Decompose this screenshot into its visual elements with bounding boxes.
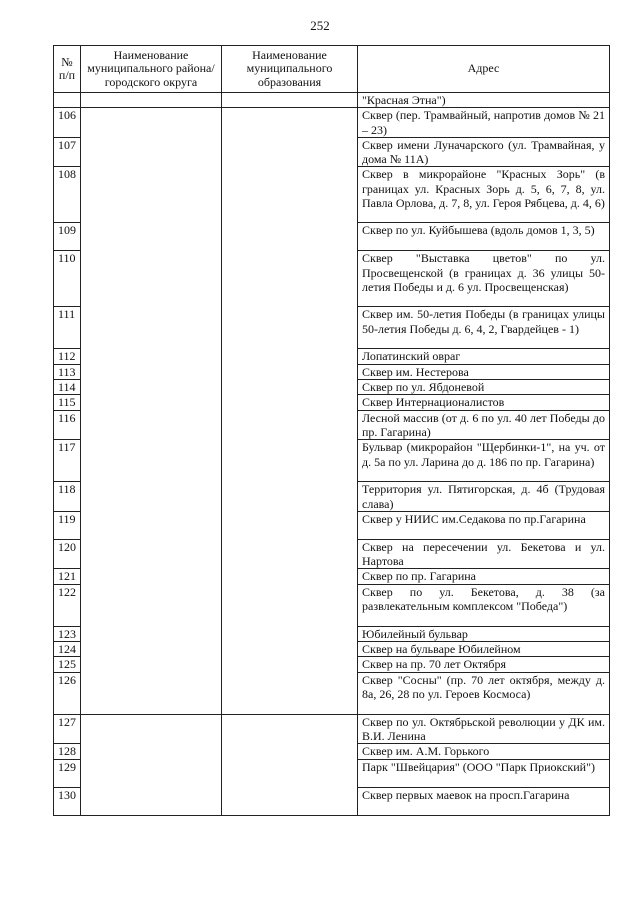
row-number: 106 — [54, 108, 81, 138]
row-address: Сквер по ул. Куйбышева (вдоль домов 1, 3, 5) — [358, 223, 610, 251]
row-number: 127 — [54, 714, 81, 744]
row-address: Сквер им. Нестерова — [358, 364, 610, 379]
table-body — [54, 93, 610, 816]
row-address: Сквер в микрорайоне "Красных Зорь" (в границах ул. Красных Зорь д. 5, 6, 7, 8, ул. Павла Орлова, д. 7, 8, ул. Героя Рябцева, д. 4, 6) — [358, 167, 610, 223]
table-row — [54, 108, 610, 138]
row-address: Парк "Швейцария" (ООО "Парк Приокский") — [358, 759, 610, 787]
table-row — [54, 714, 610, 744]
row-address: Сквер по ул. Бекетова, д. 38 (за развлекательным комплексом "Победа") — [358, 584, 610, 626]
row-number: 110 — [54, 251, 81, 307]
row-address: Лопатинский овраг — [358, 349, 610, 364]
row-number: 121 — [54, 569, 81, 584]
formation-cell — [222, 714, 358, 815]
row-number: 122 — [54, 584, 81, 626]
row-address: Сквер им. А.М. Горького — [358, 744, 610, 759]
row-address: Сквер им. 50-летия Победы (в границах улицы 50-летия Победы д. 6, 4, 2, Гвардейцев - 1) — [358, 307, 610, 349]
municipality-cell — [81, 108, 222, 714]
row-number — [54, 93, 81, 108]
row-address: Территория ул. Пятигорская, д. 4б (Трудовая слава) — [358, 482, 610, 512]
row-number: 117 — [54, 440, 81, 482]
formation-cell — [222, 108, 358, 714]
row-number: 125 — [54, 657, 81, 672]
row-address: Сквер по ул. Ябдоневой — [358, 380, 610, 395]
page-number: 252 — [310, 18, 330, 33]
row-address: Бульвар (микрорайон "Щербинки-1", на уч. от д. 5а по ул. Ларина до д. 186 по пр. Гагарина) — [358, 440, 610, 482]
row-number: 126 — [54, 672, 81, 714]
header-municipality: Наименование муниципального района/ городского округа — [81, 46, 222, 93]
row-address: Сквер (пер. Трамвайный, напротив домов № 21 – 23) — [358, 108, 610, 138]
row-address: Сквер на пересечении ул. Бекетова и ул. Нартова — [358, 539, 610, 569]
row-number: 108 — [54, 167, 81, 223]
row-address: "Красная Этна") — [358, 93, 610, 108]
row-address: Сквер по ул. Октябрьской революции у ДК им. В.И. Ленина — [358, 714, 610, 744]
formation-cell — [222, 93, 358, 108]
row-number: 118 — [54, 482, 81, 512]
row-address: Сквер "Сосны" (пр. 70 лет октября, между д. 8а, 26, 28 по ул. Героев Космоса) — [358, 672, 610, 714]
row-number: 124 — [54, 642, 81, 657]
row-address: Сквер на бульваре Юбилейном — [358, 642, 610, 657]
row-number: 119 — [54, 511, 81, 539]
row-address: Сквер у НИИС им.Седакова по пр.Гагарина — [358, 511, 610, 539]
row-address: Сквер имени Луначарского (ул. Трамвайная, у дома № 11А) — [358, 137, 610, 167]
municipality-cell — [81, 93, 222, 108]
row-number: 115 — [54, 395, 81, 410]
header-number: № п/п — [54, 46, 81, 93]
row-number: 107 — [54, 137, 81, 167]
row-number: 120 — [54, 539, 81, 569]
municipality-cell — [81, 714, 222, 815]
parks-table — [53, 45, 610, 816]
row-number: 123 — [54, 626, 81, 641]
row-number: 114 — [54, 380, 81, 395]
row-address: Сквер "Выставка цветов" по ул. Просвещенской (в границах д. 36 улицы 50-летия Победы и д. 6 ул. Просвещенская) — [358, 251, 610, 307]
table-header-row — [54, 46, 610, 93]
row-number: 113 — [54, 364, 81, 379]
row-number: 130 — [54, 787, 81, 815]
row-number: 116 — [54, 410, 81, 440]
table-row — [54, 93, 610, 108]
row-number: 128 — [54, 744, 81, 759]
row-number: 109 — [54, 223, 81, 251]
header-address: Адрес — [358, 46, 610, 93]
row-address: Сквер Интернационалистов — [358, 395, 610, 410]
row-address: Юбилейный бульвар — [358, 626, 610, 641]
row-number: 129 — [54, 759, 81, 787]
row-number: 111 — [54, 307, 81, 349]
row-address: Сквер по пр. Гагарина — [358, 569, 610, 584]
header-formation: Наименование муниципального образования — [222, 46, 358, 93]
row-number: 112 — [54, 349, 81, 364]
row-address: Сквер первых маевок на просп.Гагарина — [358, 787, 610, 815]
row-address: Лесной массив (от д. 6 по ул. 40 лет Победы до пр. Гагарина) — [358, 410, 610, 440]
row-address: Сквер на пр. 70 лет Октября — [358, 657, 610, 672]
